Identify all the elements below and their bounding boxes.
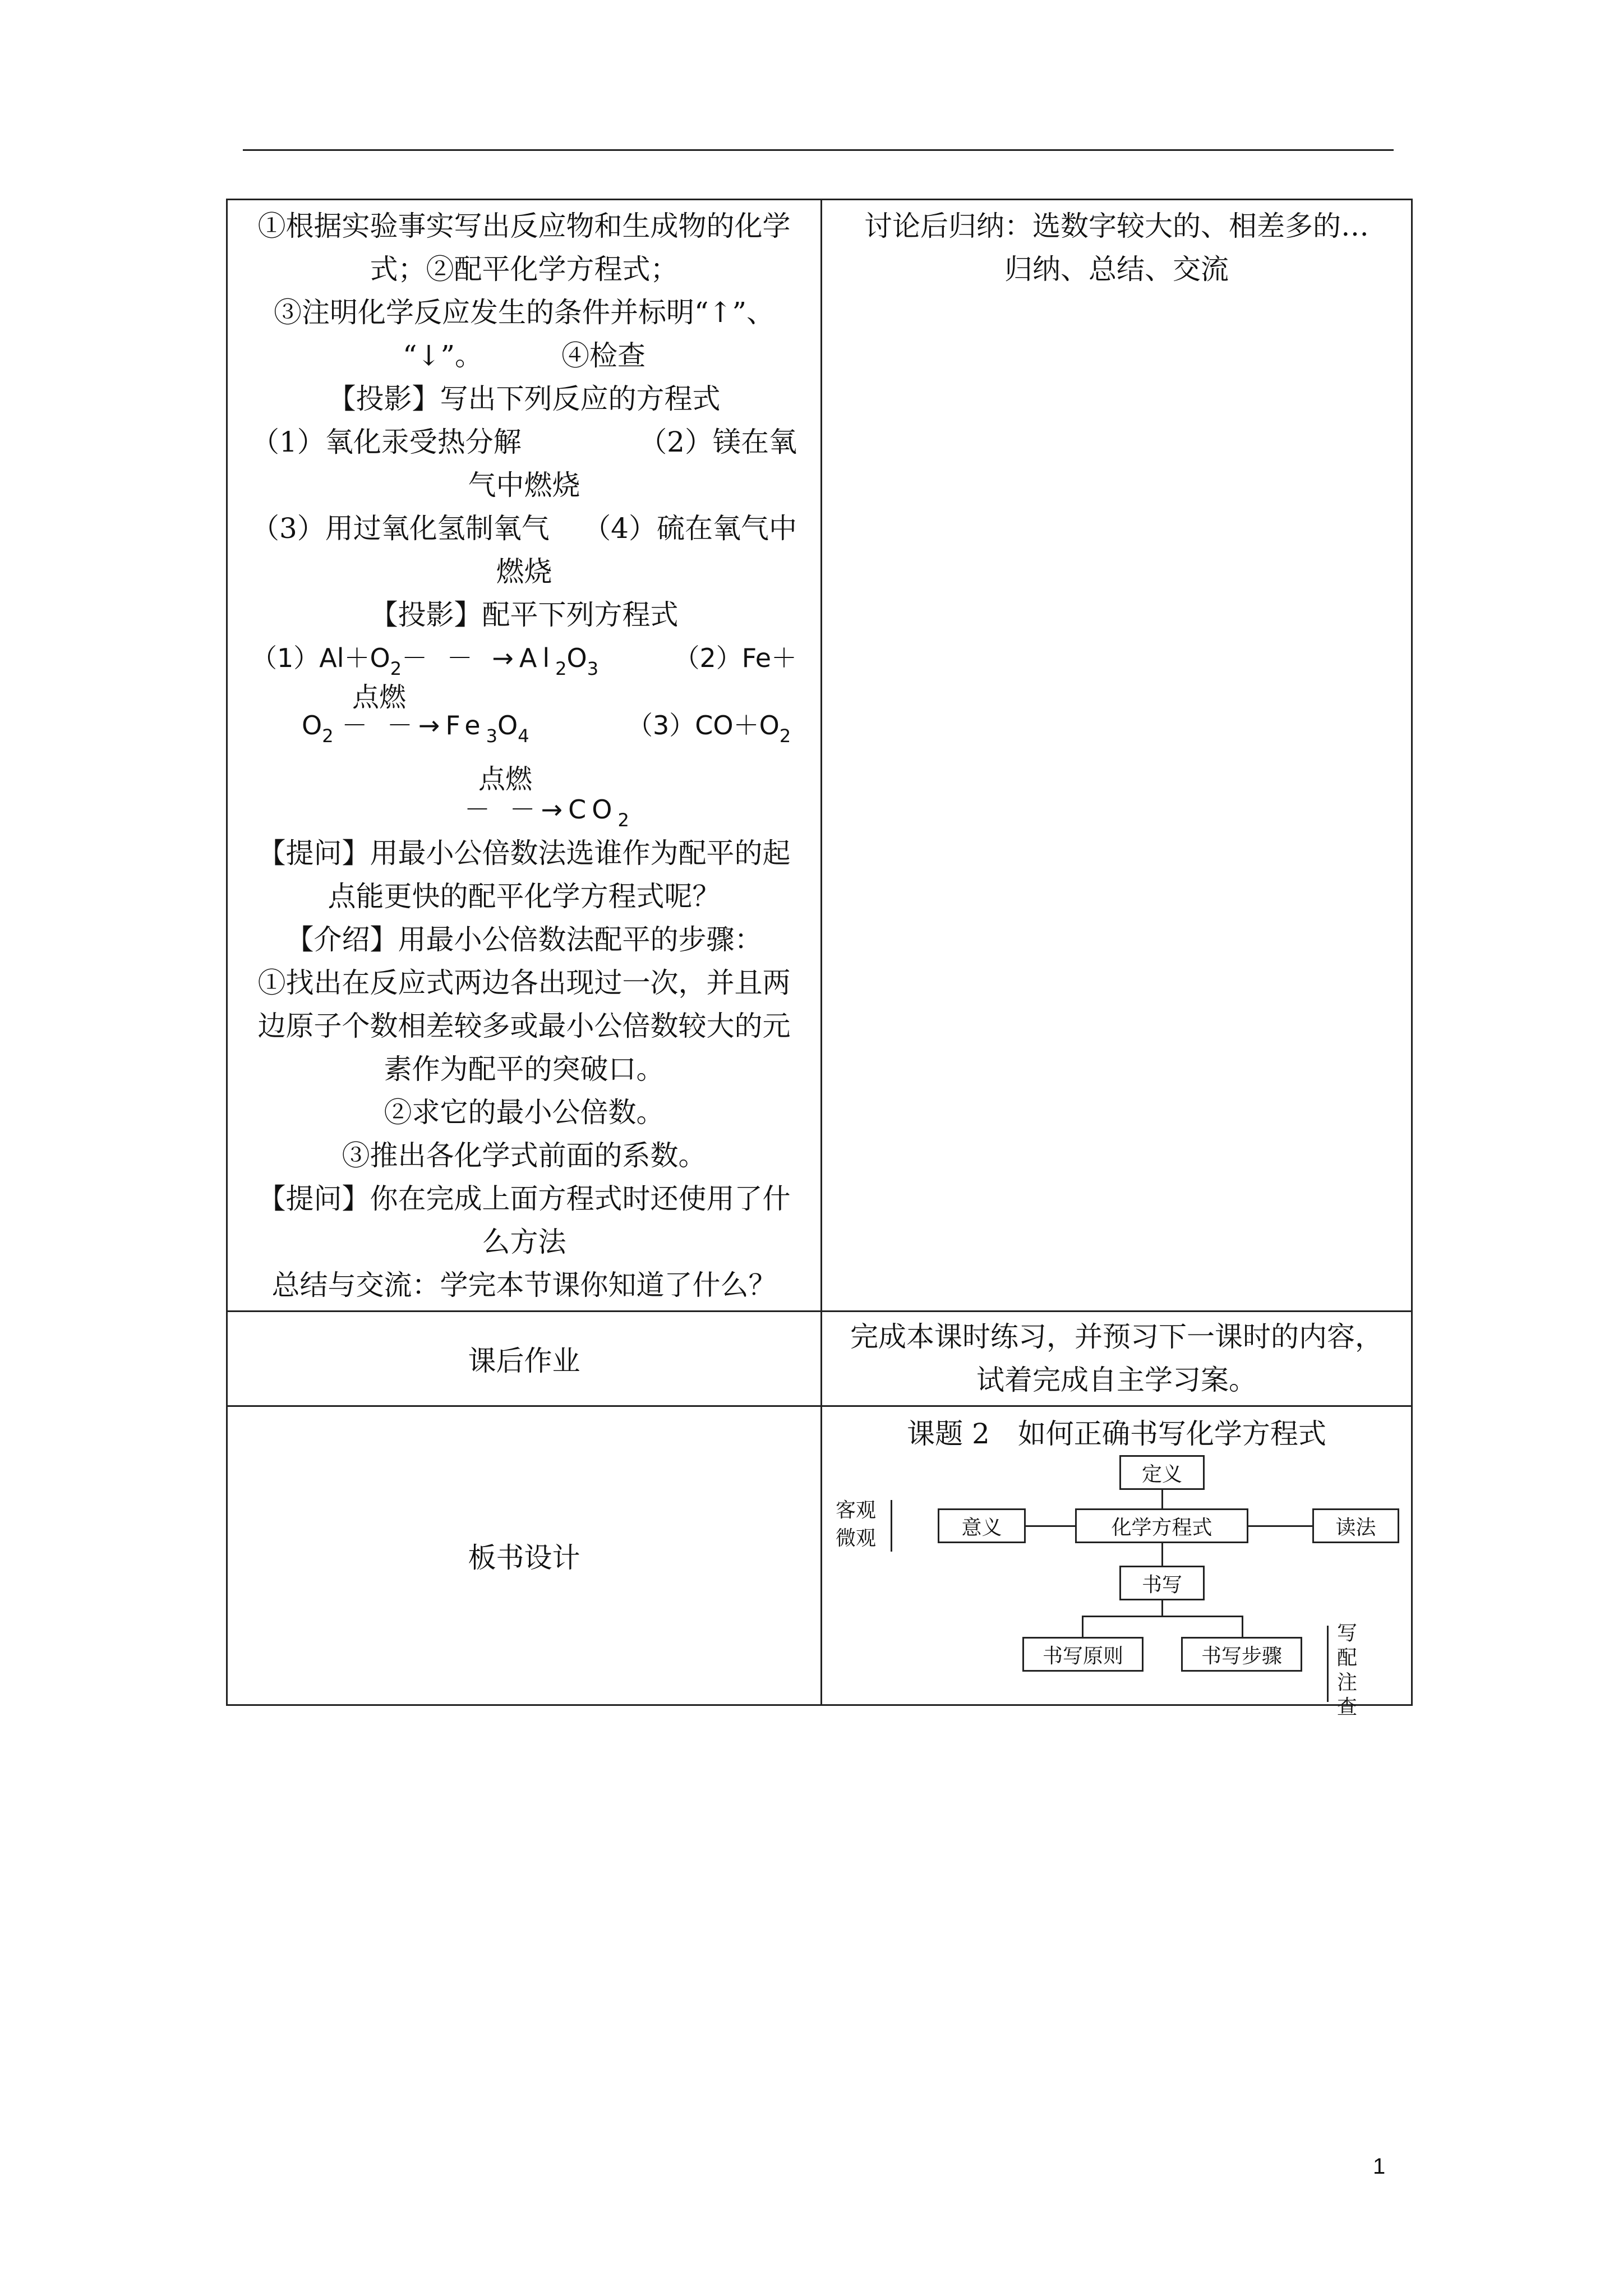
homework-line-1: 完成本课时练习，并预习下一课时的内容， xyxy=(850,1320,1383,1353)
intro-step-1-line-1: ①找出在反应式两边各出现过一次，并且两 xyxy=(257,967,791,999)
intro-heading: 【介绍】用最小公倍数法配平的步骤： xyxy=(285,923,763,956)
intro-step-3: ③推出各化学式前面的系数。 xyxy=(342,1139,707,1172)
question-1-line-2: 点能更快的配平化学方程式呢？ xyxy=(328,880,721,913)
projection-heading-2: 【投影】配平下列方程式 xyxy=(370,599,679,631)
board-design-label: 板书设计 xyxy=(227,1406,822,1705)
question-1-line-1: 【提问】用最小公倍数法选谁作为配平的起 xyxy=(257,837,791,869)
writing-principle-box: 书写原则 xyxy=(1022,1637,1144,1672)
arrow-to-meaning xyxy=(1026,1525,1075,1527)
exercise-line-1: （1）氧化汞受热分解 （2）镁在氧 xyxy=(251,426,797,458)
equation-2: $O_2 - -\to Fe_3O_4$ xyxy=(302,710,529,747)
arrow-to-writing xyxy=(1161,1543,1163,1566)
writing-steps-box: 书写步骤 xyxy=(1181,1637,1302,1672)
board-design-cell xyxy=(822,1406,1412,1719)
equation-2-label: （2）Fe＋ xyxy=(674,643,797,673)
teacher-activity-cell xyxy=(227,200,822,1312)
board-diagram xyxy=(822,1407,1411,1719)
homework-content xyxy=(822,1312,1412,1406)
step-line-2: 式；②配平化学方程式； xyxy=(370,253,679,286)
homework-line-2: 试着完成自主学习案。 xyxy=(976,1364,1257,1396)
homework-label: 课后作业 xyxy=(227,1312,822,1406)
right-brace xyxy=(1327,1626,1329,1702)
exercise-line-3: （3）用过氧化氢制氧气 （4）硫在氧气中 xyxy=(251,512,797,545)
chemical-equation-box: 化学方程式 xyxy=(1075,1508,1248,1543)
side-label-right: 写 配 注 查 xyxy=(1337,1622,1358,1719)
projection-heading-1: 【投影】写出下列反应的方程式 xyxy=(328,383,721,415)
equation-row-2 xyxy=(251,680,797,748)
left-brace xyxy=(891,1500,892,1552)
teaching-row xyxy=(227,200,1412,1312)
arrow-to-definition xyxy=(1161,1490,1163,1508)
writing-branch xyxy=(1082,1616,1243,1617)
meaning-box: 意义 xyxy=(938,1508,1026,1543)
header-rule xyxy=(243,149,1394,151)
page-number: 1 xyxy=(1373,2154,1386,2179)
intro-step-2: ②求它的最小公倍数。 xyxy=(384,1096,665,1129)
writing-stem xyxy=(1161,1600,1163,1616)
arrow-to-reading xyxy=(1248,1525,1312,1527)
equation-row-3 xyxy=(251,748,797,832)
writing-box: 书写 xyxy=(1119,1566,1205,1600)
exercise-line-4: 燃烧 xyxy=(496,555,552,588)
equation-1: $(1)Al+O_2- - \to Al_2O_3$ xyxy=(251,643,599,679)
student-activity-cell xyxy=(822,200,1412,1312)
homework-row xyxy=(227,1312,1412,1406)
equation-3: － $-\to CO_2$ xyxy=(464,794,629,831)
question-2-line-1: 【提问】你在完成上面方程式时还使用了什 xyxy=(257,1182,791,1215)
student-activity-line-2: 归纳、总结、交流 xyxy=(1004,253,1229,286)
exercise-line-2: 气中燃烧 xyxy=(468,469,580,501)
intro-step-1-line-2: 边原子个数相差较多或最小公倍数较大的元 xyxy=(257,1010,791,1042)
side-label-left: 客观 微观 xyxy=(836,1499,877,1550)
board-row xyxy=(227,1406,1412,1705)
equation-row-1 xyxy=(251,637,797,680)
lesson-table xyxy=(226,199,1413,1719)
intro-step-1-line-3: 素作为配平的突破口。 xyxy=(384,1053,665,1085)
equation-3-label: $(3)CO+O_2$ xyxy=(627,710,791,747)
ignition-condition-2: 点燃 xyxy=(478,763,533,795)
branch-right xyxy=(1242,1616,1243,1637)
ignition-condition-1: 点燃 xyxy=(352,682,407,713)
step-line-3: ③注明化学反应发生的条件并标明“↑”、 xyxy=(273,296,775,329)
reading-box: 读法 xyxy=(1312,1508,1399,1543)
board-title: 课题 2 如何正确书写化学方程式 xyxy=(907,1418,1326,1450)
step-line-4: “↓”。 ④检查 xyxy=(402,339,646,372)
definition-box: 定义 xyxy=(1119,1455,1205,1490)
branch-left xyxy=(1082,1616,1083,1637)
question-2-line-2: 么方法 xyxy=(482,1226,566,1258)
step-line-1: ①根据实验事实写出反应物和生成物的化学 xyxy=(257,210,791,242)
student-activity-line-1: 讨论后归纳：选数字较大的、相差多的… xyxy=(864,210,1369,242)
summary-line: 总结与交流：学完本节课你知道了什么？ xyxy=(271,1269,777,1301)
